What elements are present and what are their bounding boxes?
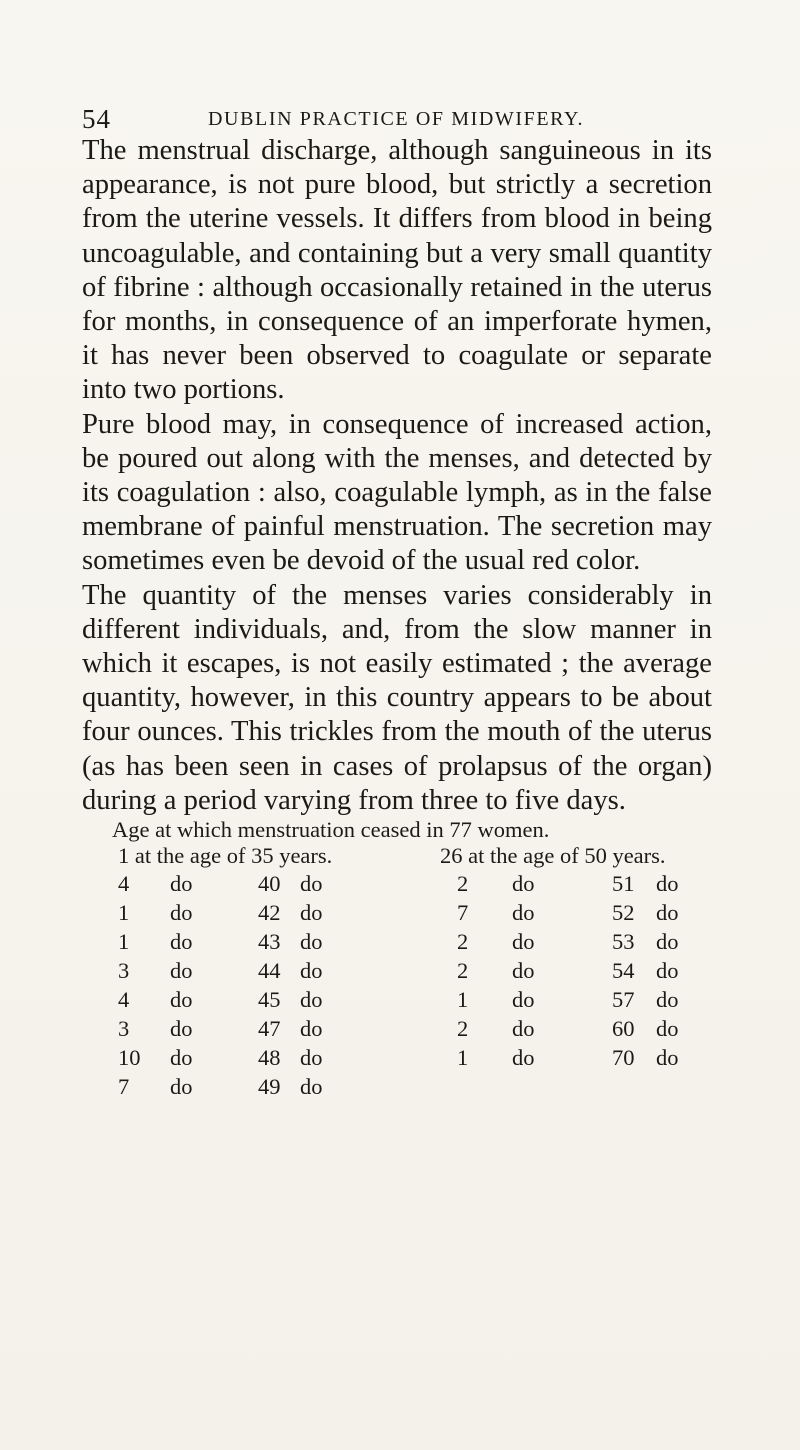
right-do: do xyxy=(512,929,535,954)
right-count: 2 xyxy=(457,958,469,983)
left-do-second: do xyxy=(300,987,323,1012)
right-do-second: do xyxy=(656,1016,679,1041)
left-do: do xyxy=(170,1045,193,1070)
left-do: do xyxy=(170,1074,193,1099)
menstruation-age-table xyxy=(112,818,712,1101)
left-do: do xyxy=(170,900,193,925)
right-age: 57 xyxy=(612,987,635,1012)
right-do-second: do xyxy=(656,871,679,896)
left-age: 47 xyxy=(258,1016,281,1041)
left-do: do xyxy=(170,1016,193,1041)
left-age: 48 xyxy=(258,1045,281,1070)
right-do-second: do xyxy=(656,900,679,925)
left-do-second: do xyxy=(300,1016,323,1041)
left-count: 4 xyxy=(118,871,130,896)
right-age: 70 xyxy=(612,1045,635,1070)
table-caption: Age at which menstruation ceased in 77 women. xyxy=(112,817,550,842)
left-do: do xyxy=(170,987,193,1012)
first-row-right: 26 at the age of 50 years. xyxy=(440,843,666,868)
right-do: do xyxy=(512,958,535,983)
right-count: 2 xyxy=(457,1016,469,1041)
page-number: 54 xyxy=(82,104,111,134)
left-count: 1 xyxy=(118,929,130,954)
left-do: do xyxy=(170,871,193,896)
right-do: do xyxy=(512,1016,535,1041)
paragraph-pure-blood: Pure blood may, in consequence of increased action, be poured out along with the menses, and detected by its coagulation : also, coagulable lymph, as in the false membrane of painful menstruation. The secretion may sometimes even be devoid of the usual red color. xyxy=(82,408,712,577)
table-row xyxy=(112,1072,712,1101)
right-age: 54 xyxy=(612,958,635,983)
right-count: 1 xyxy=(457,987,469,1012)
right-count: 2 xyxy=(457,871,469,896)
left-count: 7 xyxy=(118,1074,130,1099)
table-row xyxy=(112,1043,712,1072)
left-age: 40 xyxy=(258,871,281,896)
table-row xyxy=(112,956,712,985)
right-age: 52 xyxy=(612,900,635,925)
right-count: 1 xyxy=(457,1045,469,1070)
left-age: 49 xyxy=(258,1074,281,1099)
table-rows xyxy=(112,869,712,1101)
right-age: 60 xyxy=(612,1016,635,1041)
first-row-left: 1 at the age of 35 years. xyxy=(118,843,333,868)
right-count: 2 xyxy=(457,929,469,954)
table-row xyxy=(112,927,712,956)
left-age: 43 xyxy=(258,929,281,954)
right-age: 51 xyxy=(612,871,635,896)
left-count: 10 xyxy=(118,1045,141,1070)
left-age: 45 xyxy=(258,987,281,1012)
body-text xyxy=(82,134,712,818)
right-do: do xyxy=(512,871,535,896)
table-row xyxy=(112,985,712,1014)
paragraph-quantity-menses: The quantity of the menses varies considerably in different individuals, and, from the slow manner in which it escapes, is not easily estimated ; the average quantity, however, in this country appears to be about four ounces. This trickles from the mouth of the uterus (as has been seen in cases of prolapsus of the organ) during a period varying from three to five days. xyxy=(82,579,712,816)
left-do: do xyxy=(170,929,193,954)
right-count: 7 xyxy=(457,900,469,925)
right-do: do xyxy=(512,987,535,1012)
left-do-second: do xyxy=(300,871,323,896)
running-title: DUBLIN PRACTICE OF MIDWIFERY. xyxy=(208,108,585,130)
left-age: 42 xyxy=(258,900,281,925)
table-row xyxy=(112,869,712,898)
left-count: 3 xyxy=(118,958,130,983)
right-do-second: do xyxy=(656,929,679,954)
right-do: do xyxy=(512,1045,535,1070)
running-head xyxy=(82,104,722,136)
table-row xyxy=(112,1014,712,1043)
left-do-second: do xyxy=(300,1074,323,1099)
right-do: do xyxy=(512,900,535,925)
left-count: 3 xyxy=(118,1016,130,1041)
table-first-row xyxy=(112,842,712,869)
paragraph-menstrual-discharge: The menstrual discharge, although sanguineous in its appearance, is not pure blood, but strictly a secretion from the uterine vessels. It differs from blood in being uncoagulable, and containing but a very small quantity of fibrine : although occasionally retained in the uterus for months, in consequence of an imperforate hymen, it has never been observed to coagulate or separate into two portions. xyxy=(82,135,712,406)
right-do-second: do xyxy=(656,987,679,1012)
left-do: do xyxy=(170,958,193,983)
left-age: 44 xyxy=(258,958,281,983)
right-do-second: do xyxy=(656,958,679,983)
left-do-second: do xyxy=(300,958,323,983)
left-do-second: do xyxy=(300,1045,323,1070)
table-row xyxy=(112,898,712,927)
left-count: 1 xyxy=(118,900,130,925)
right-do-second: do xyxy=(656,1045,679,1070)
right-age: 53 xyxy=(612,929,635,954)
left-do-second: do xyxy=(300,900,323,925)
left-do-second: do xyxy=(300,929,323,954)
left-count: 4 xyxy=(118,987,130,1012)
